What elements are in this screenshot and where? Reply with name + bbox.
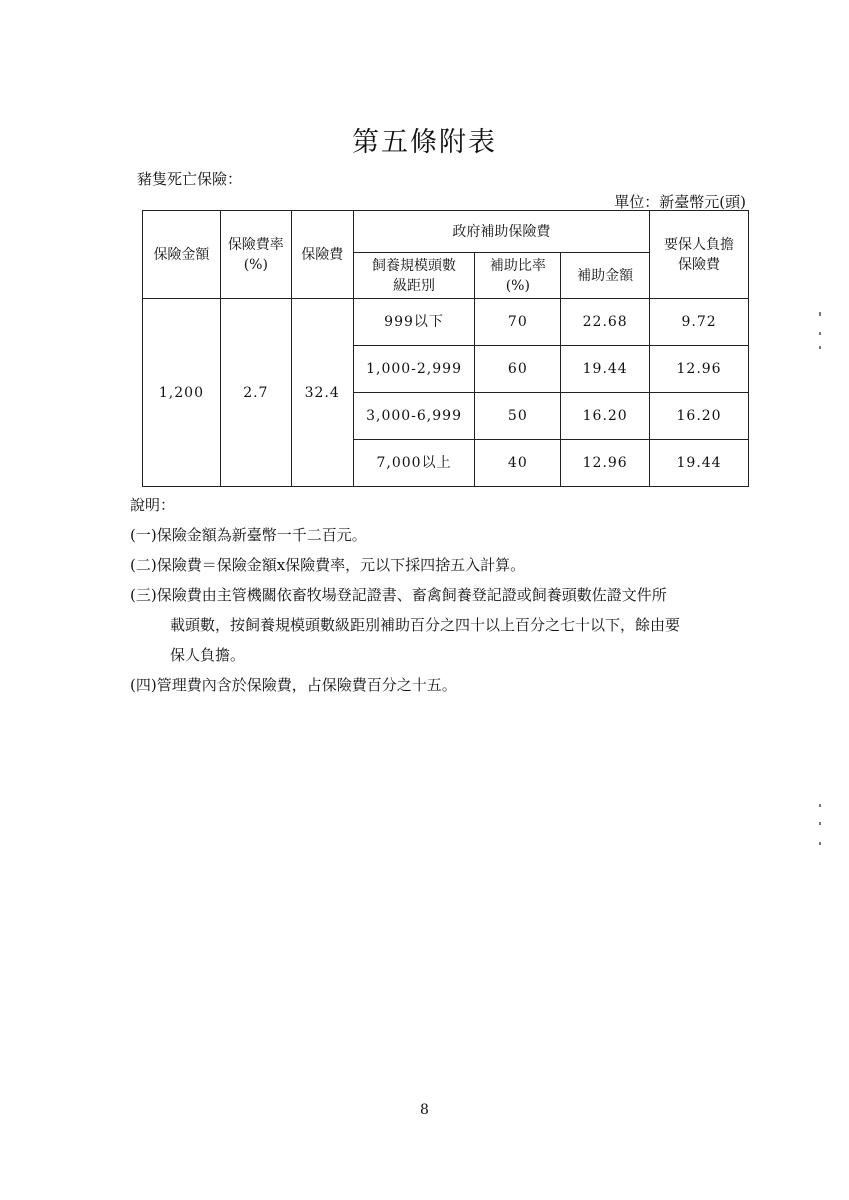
cell-insured-amount: 1,200 xyxy=(143,299,221,487)
cell-range: 7,000以上 xyxy=(353,440,475,487)
cell-subsidy: 16.20 xyxy=(561,393,650,440)
cell-range: 1,000-2,999 xyxy=(353,346,475,393)
cell-premium-rate: 2.7 xyxy=(220,299,291,487)
section-subtitle: 豬隻死亡保險： xyxy=(137,170,243,188)
scan-mark xyxy=(819,332,821,335)
table-row xyxy=(143,299,749,346)
note-item: (一)保險金額為新臺幣一千二百元。 xyxy=(130,526,367,544)
insurance-table xyxy=(142,210,749,487)
cell-range: 3,000-6,999 xyxy=(353,393,475,440)
note-item: (三)保險費由主管機關依畜牧場登記證書、畜禽飼養登記證或飼養頭數佐證文件所 xyxy=(130,586,667,604)
cell-range: 999以下 xyxy=(353,299,475,346)
header-scale-range-line1: 飼養規模頭數 xyxy=(372,257,457,274)
header-gov-subsidy: 政府補助保險費 xyxy=(353,211,649,253)
header-insured-pay xyxy=(650,211,749,299)
scan-mark xyxy=(819,842,821,845)
cell-subsidy: 12.96 xyxy=(561,440,650,487)
cell-insured-pay: 12.96 xyxy=(650,346,749,393)
header-premium-rate xyxy=(220,211,291,299)
cell-ratio: 60 xyxy=(475,346,561,393)
notes-section xyxy=(130,490,760,700)
note-item: (四)管理費內含於保險費，占保險費百分之十五。 xyxy=(130,676,457,694)
header-subsidy-amount: 補助金額 xyxy=(561,253,650,299)
scan-mark xyxy=(819,346,821,349)
header-premium-rate-label: 保險費率 xyxy=(227,236,284,253)
header-scale-range xyxy=(353,253,475,299)
cell-ratio: 40 xyxy=(475,440,561,487)
notes-heading: 說明： xyxy=(130,496,176,514)
header-insured-pay-line1: 要保人負擔 xyxy=(664,236,735,253)
cell-subsidy: 19.44 xyxy=(561,346,650,393)
cell-subsidy: 22.68 xyxy=(561,299,650,346)
header-insured-pay-line2: 保險費 xyxy=(678,256,721,273)
header-insured-amount: 保險金額 xyxy=(143,211,221,299)
header-subsidy-ratio-unit: (%) xyxy=(505,277,530,294)
cell-ratio: 70 xyxy=(475,299,561,346)
page-title: 第五條附表 xyxy=(352,127,497,158)
cell-premium: 32.4 xyxy=(291,299,353,487)
scan-mark xyxy=(819,822,821,825)
header-subsidy-ratio xyxy=(475,253,561,299)
note-item: (二)保險費＝保險金額x保險費率，元以下採四捨五入計算。 xyxy=(130,556,526,574)
scan-mark xyxy=(819,312,821,316)
note-item-continued: 載頭數，按飼養規模頭數級距別補助百分之四十以上百分之七十以下，餘由要 xyxy=(170,616,681,634)
header-scale-range-line2: 級距別 xyxy=(393,277,436,294)
cell-insured-pay: 19.44 xyxy=(650,440,749,487)
cell-ratio: 50 xyxy=(475,393,561,440)
header-subsidy-ratio-label: 補助比率 xyxy=(489,257,546,274)
scan-mark xyxy=(819,804,821,807)
header-premium: 保險費 xyxy=(291,211,353,299)
cell-insured-pay: 9.72 xyxy=(650,299,749,346)
page-number: 8 xyxy=(420,1102,429,1118)
header-premium-rate-unit: (%) xyxy=(243,256,268,273)
note-item-continued: 保人負擔。 xyxy=(170,646,246,664)
unit-label: 單位：新臺幣元(頭) xyxy=(614,193,746,211)
cell-insured-pay: 16.20 xyxy=(650,393,749,440)
